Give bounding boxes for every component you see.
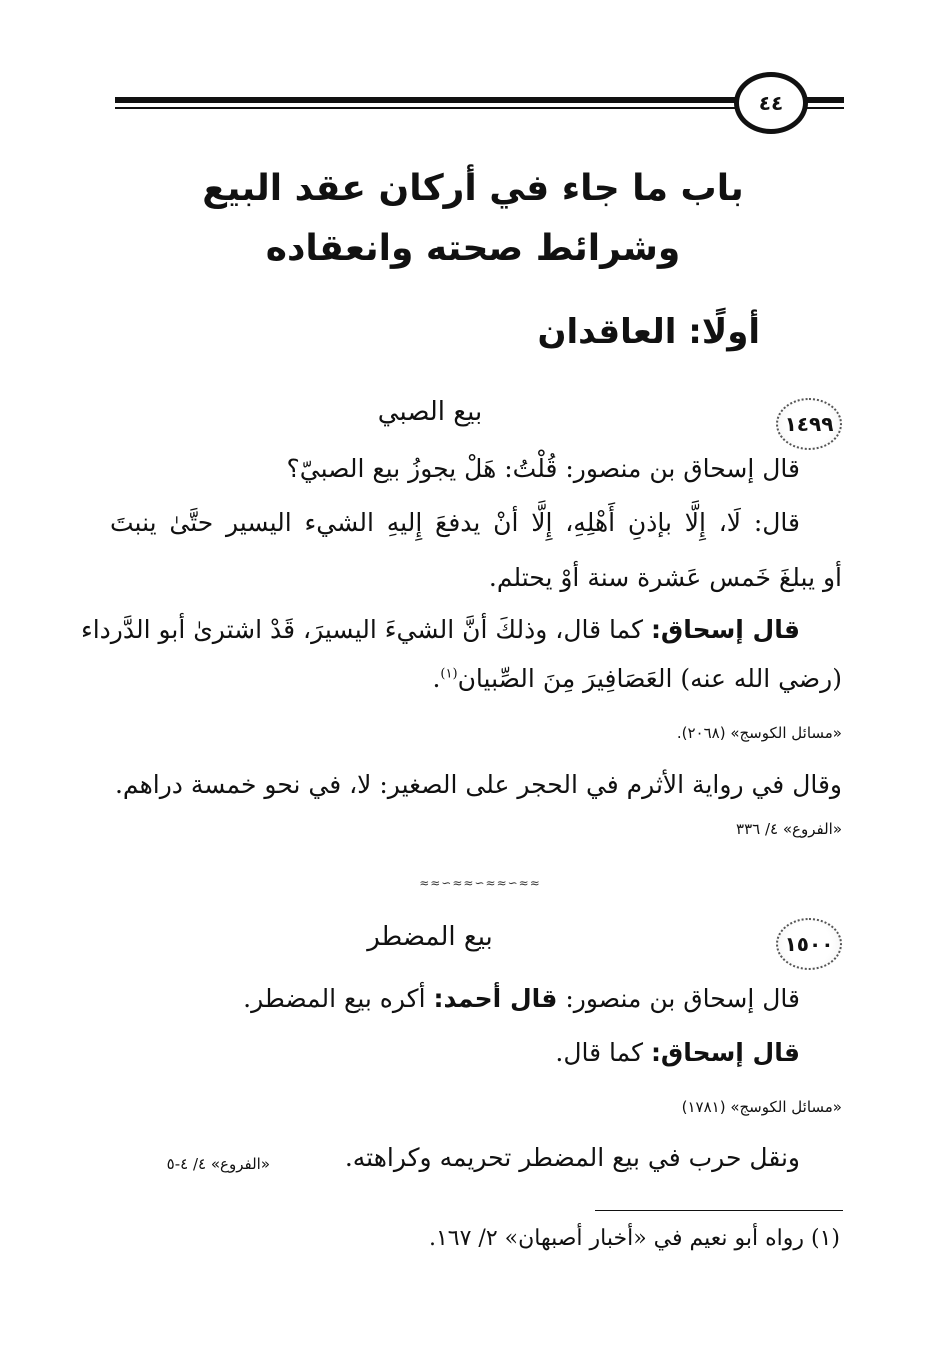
entry2-line2 (110, 1038, 800, 1067)
entry-number-badge: ١٥٠٠ (776, 918, 842, 970)
entry1-line6: وقال في رواية الأثرم في الحجر على الصغير: لا، في نحو خمسة دراهم. (114, 770, 842, 799)
header-rule-thick (115, 97, 737, 103)
entry-title: بيع المضطر (367, 922, 493, 952)
section-divider-ornament: ≈≈∽≈≈∽≈≈∽≈≈ (419, 876, 541, 890)
entry1-line5-text: (رضي الله عنه) العَصَافِيرَ مِنَ الصِّبيان (457, 664, 842, 693)
speaker-label: قال أحمد: (433, 984, 558, 1013)
header-rule-right-thick (806, 97, 844, 103)
entry1-line4-text: كما قال، وذلكَ أنَّ الشيءَ اليسيرَ، قَدْ اشترىٰ أبو الدَّرداء (80, 615, 651, 644)
entry1-line1: قال إسحاق بن منصور: قُلْتُ: هَلْ يجوزُ بيع الصبيّ؟ (286, 454, 800, 483)
speaker-label: قال إسحاق: (650, 615, 800, 644)
chapter-title-line2: وشرائط صحته وانعقاده (265, 228, 681, 269)
entry2-line1-rest: أكره بيع المضطر. (243, 984, 434, 1013)
entry2-line2-text: كما قال. (555, 1038, 651, 1067)
entry2-line1 (110, 984, 800, 1013)
chapter-title-line1: باب ما جاء في أركان عقد البيع (202, 168, 744, 209)
entry2-source2: «الفروع» ٤/ ٤-٥ (166, 1155, 270, 1173)
footnote-separator (595, 1210, 843, 1211)
entry2-line3: ونقل حرب في بيع المضطر تحريمه وكراهته. (344, 1143, 800, 1172)
entry1-line3: أو يبلغَ خَمس عَشرة سنة أوْ يحتلم. (488, 563, 842, 592)
entry1-source1: «مسائل الكوسج» (٢٠٦٨). (676, 724, 842, 742)
entry2-line1-text: قال إسحاق بن منصور: (557, 984, 800, 1013)
entry1-line4 (80, 615, 800, 644)
entry1-line2: قال: لَا، إِلَّا بإذنِ أَهْلِهِ، إِلَّا أنْ يدفعَ إِليهِ الشيء اليسير حتَّىٰ ينبتَ (110, 508, 800, 537)
section-title: أولًا: العاقدان (537, 312, 760, 352)
entry1-line5 (110, 664, 842, 693)
footnote-1: (١) رواه أبو نعيم في «أخبار أصبهان» ٢/ ١٦٧. (428, 1226, 840, 1251)
header-rule-right-thin (806, 107, 844, 109)
speaker-label: قال إسحاق: (650, 1038, 800, 1067)
footnote-marker: (١) (440, 666, 458, 682)
entry-number-badge: ١٤٩٩ (776, 398, 842, 450)
entry2-source1: «مسائل الكوسج» (١٧٨١) (681, 1098, 842, 1116)
entry1-source2: «الفروع» ٤/ ٣٣٦ (736, 820, 842, 838)
page-number: ٤٤ (734, 72, 808, 134)
header-rule-thin (115, 107, 737, 109)
entry1-line5-end: . (432, 664, 441, 693)
entry-title: بيع الصبي (377, 397, 483, 427)
